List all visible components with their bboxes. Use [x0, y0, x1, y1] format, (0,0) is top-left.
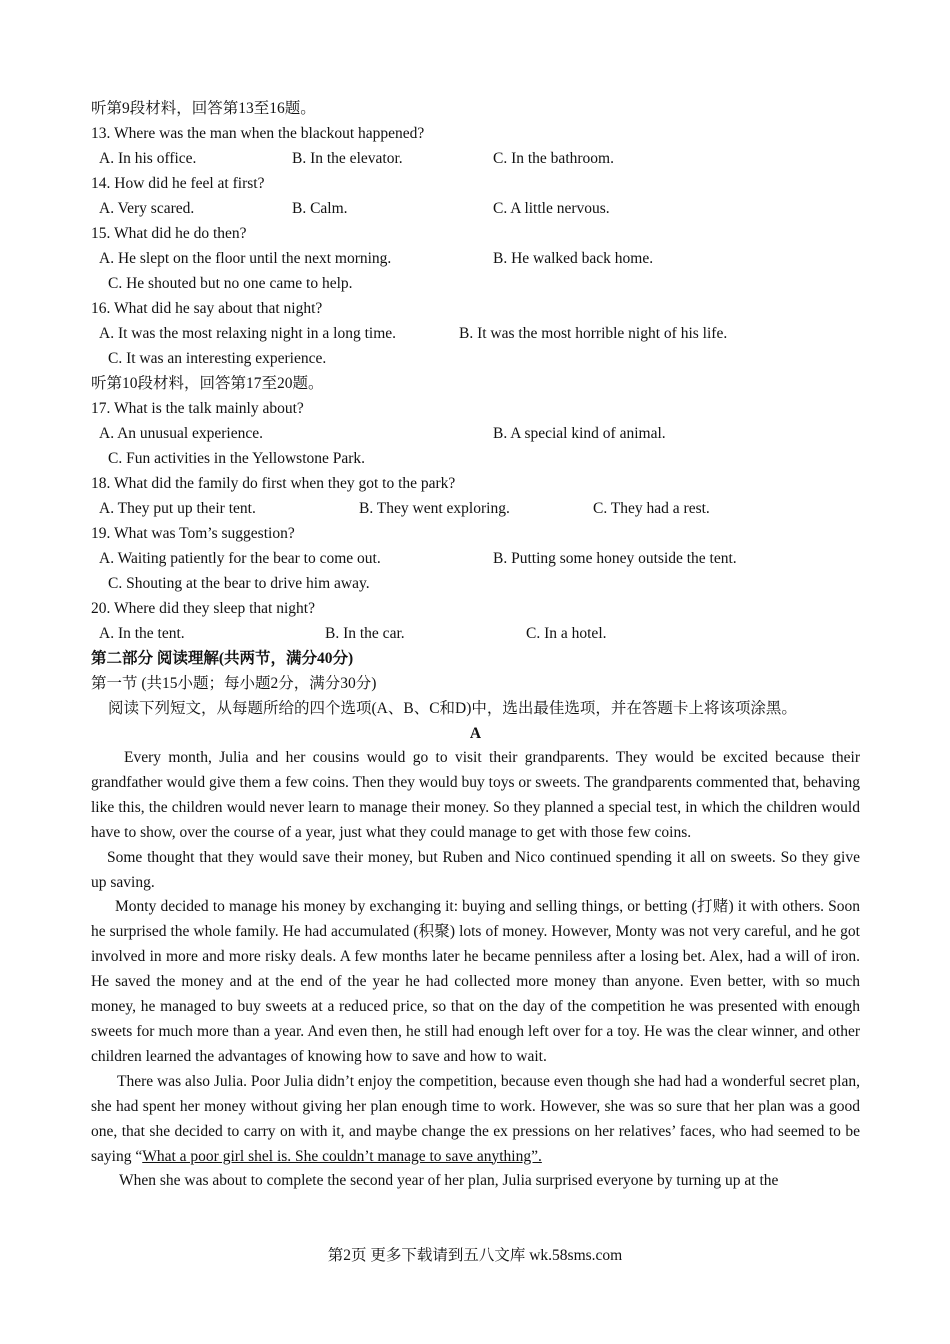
passage-letter: A — [469, 725, 482, 742]
exam-page — [91, 96, 860, 1194]
question-19: 19. What was Tom’s suggestion? — [91, 525, 295, 542]
option-b: B. In the car. — [325, 625, 405, 642]
options-19 — [91, 546, 860, 571]
option-a: A. In the tent. — [99, 625, 185, 642]
option-a: A. Very scared. — [99, 200, 195, 217]
section-heading-10: 听第10段材料，回答第17至20题。 — [91, 375, 324, 392]
question-18: 18. What did the family do first when they got to the park? — [91, 475, 456, 492]
option-c: C. Shouting at the bear to drive him away. — [108, 575, 370, 592]
option-b: B. A special kind of animal. — [493, 425, 666, 442]
option-c: C. A little nervous. — [493, 200, 610, 217]
options-16-c — [91, 346, 860, 371]
paragraph-5: When she was about to complete the second year of her plan, Julia surprised everyone by turning up at the — [119, 1172, 779, 1190]
part-title: 第二部分 阅读理解(共两节，满分40分) — [91, 650, 354, 667]
option-a: A. They put up their tent. — [99, 500, 256, 517]
paragraph-4-text: There was also Julia. Poor Julia didn’t enjoy the competition, because even though she had had a wonderful secret plan, she had spent her money without giving her plan enough time to work. However, she was so sure that her plan was a good one, that she decided to carry on with it, and maybe change the ex pressions on her relatives’ faces, who had seemed to be saying “ — [91, 1072, 860, 1165]
question-15: 15. What did he do then? — [91, 225, 247, 242]
options-19-c — [91, 571, 860, 596]
option-b: B. Putting some honey outside the tent. — [493, 550, 737, 567]
question-14: 14. How did he feel at first? — [91, 175, 265, 192]
options-20 — [91, 621, 860, 646]
option-c: C. Fun activities in the Yellowstone Park. — [108, 450, 366, 467]
option-a: A. Waiting patiently for the bear to come out. — [99, 550, 381, 567]
options-16 — [91, 321, 860, 346]
options-13 — [91, 146, 860, 171]
page-footer: 第2页 更多下载请到五八文库 wk.58sms.com — [327, 1247, 623, 1264]
option-b: B. In the elevator. — [292, 150, 403, 167]
question-20: 20. Where did they sleep that night? — [91, 600, 315, 617]
option-c: C. It was an interesting experience. — [108, 350, 327, 367]
paragraph-2: Some thought that they would save their money, but Ruben and Nico continued spending it all on sweets. So they give up saving. — [91, 848, 860, 891]
question-13: 13. Where was the man when the blackout happened? — [91, 125, 425, 142]
option-c: C. In a hotel. — [526, 625, 607, 642]
options-15 — [91, 246, 860, 271]
question-17: 17. What is the talk mainly about? — [91, 400, 304, 417]
section-heading-9: 听第9段材料，回答第13至16题。 — [91, 100, 316, 117]
option-b: B. Calm. — [292, 200, 348, 217]
option-c: C. In the bathroom. — [493, 150, 614, 167]
instructions: 阅读下列短文，从每题所给的四个选项(A、B、C和D)中，选出最佳选项，并在答题卡上将该项涂黑。 — [108, 700, 797, 717]
option-a: A. It was the most relaxing night in a long time. — [99, 325, 397, 342]
options-15-c — [91, 271, 860, 296]
option-b: B. It was the most horrible night of his life. — [459, 325, 728, 342]
question-16: 16. What did he say about that night? — [91, 300, 323, 317]
paragraph-1: Every month, Julia and her cousins would go to visit their grandparents. They would be excited because their grandfather would give them a few coins. Then they would buy toys or sweets. The grandparents commented that, behaving like this, the children would never learn to manage their money. So they planned a special test, in which the children would have to show, over the course of a year, just what they could manage to get with those few coins. — [91, 749, 860, 841]
options-17 — [91, 421, 860, 446]
options-17-c — [91, 446, 860, 471]
paragraph-4 — [91, 1070, 860, 1170]
options-14 — [91, 196, 860, 221]
underlined-quote: What a poor girl shel is. She couldn’t manage to save anything”. — [142, 1147, 542, 1165]
option-a: A. He slept on the floor until the next morning. — [99, 250, 392, 267]
paragraph-3: Monty decided to manage his money by exchanging it: buying and selling things, or betting (打赌) it with others. Soon he surprised the whole family. He had accumulated (积聚) lots of money. However, Monty was not very careful, and he got involved in more and more risky deals. A few months later he became penniless after a losing bet. Alex, had a will of iron. He saved the money and at the end of the year he had collected more money than anyone. Even better, with so much money, he managed to buy sweets at a reduced price, so that on the day of the competition he was presented with enough sweets for much more than a year. And even then, he still had enough left over for a toy. He was the clear winner, and other children learned the advantages of knowing how to save and how to wait. — [91, 898, 860, 1065]
option-a: A. In his office. — [99, 150, 197, 167]
option-c: C. They had a rest. — [593, 500, 710, 517]
section-title: 第一节 (共15小题；每小题2分，满分30分) — [91, 675, 377, 692]
option-c: C. He shouted but no one came to help. — [108, 275, 353, 292]
options-18 — [91, 496, 860, 521]
option-b: B. They went exploring. — [359, 500, 510, 517]
option-a: A. An unusual experience. — [99, 425, 263, 442]
option-b: B. He walked back home. — [493, 250, 654, 267]
